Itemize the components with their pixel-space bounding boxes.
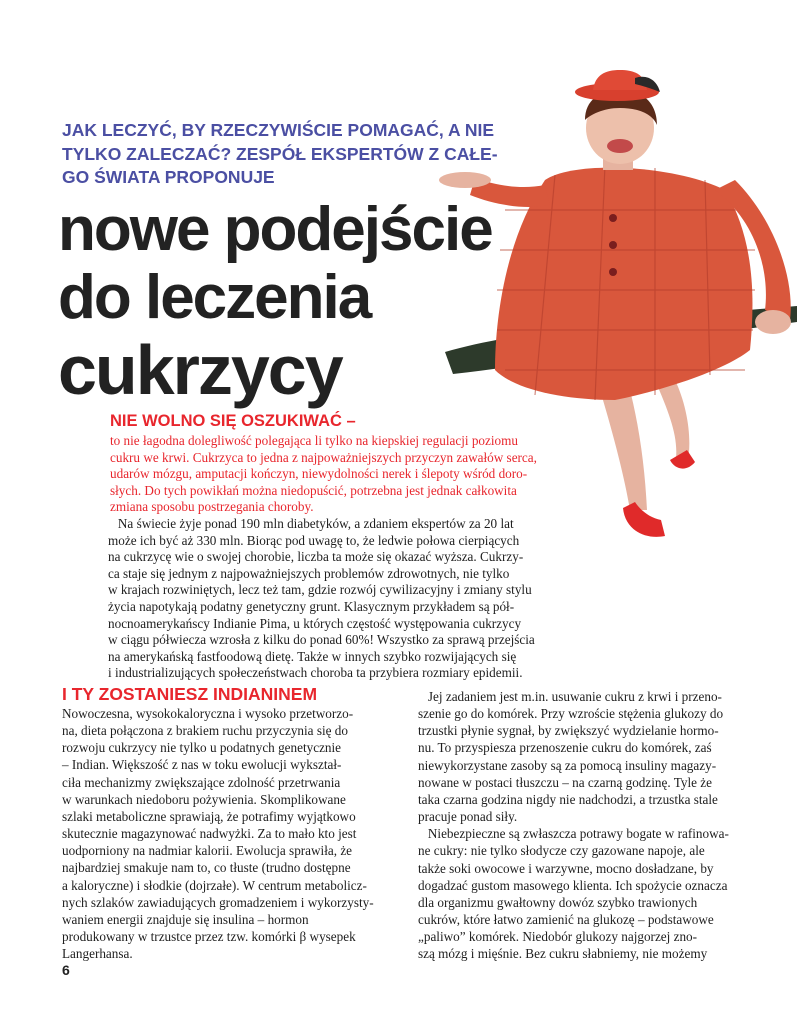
lead-line: zmiana sposobu postrzegania choroby.	[110, 499, 314, 515]
column-line: najbardziej smakuje nam to, co tłuste (trudno dostępne	[62, 860, 351, 876]
column-line: szą mózg i mięśnie. Bez cukru słabniemy, nie możemy	[418, 946, 708, 962]
body-line: Na świecie żyje ponad 190 mln diabetyków, a zdaniem ekspertów za 20 lat	[108, 516, 514, 531]
column-line: a kaloryczne) i słodkie (dojrzałe). W centrum metabolicz-	[62, 877, 367, 893]
column-line: dogadzać gustom masowego klienta. Ich spożycie oznacza	[418, 877, 728, 893]
column-line: nych szlaków zawiadujących gromadzeniem i wykorzysty-	[62, 894, 374, 910]
column-line: Niebezpieczne są zwłaszcza potrawy bogate w rafinowa-	[418, 826, 729, 842]
column-line: dla organizmu gwałtowny dowóz szybko trawionych	[418, 894, 698, 910]
column-line: trzustki płynie sygnał, by zwiększyć wydzielanie hormo-	[418, 723, 719, 739]
column-line: Jej zadaniem jest m.in. usuwanie cukru z krwi i przeno-	[418, 689, 722, 704]
column-line: Langerhansa.	[62, 946, 133, 962]
column-line: szlaki metaboliczne sprawiają, że potrafimy wyjątkowo	[62, 808, 356, 824]
right-column-text	[418, 688, 748, 963]
lead-heading: NIE WOLNO SIĘ OSZUKIWAĆ –	[110, 412, 356, 430]
column-line: produkowany w trzustce przez tzw. komórki β wysepek	[62, 929, 356, 945]
headline-line: do leczenia	[58, 263, 371, 332]
section-heading: I TY ZOSTANIESZ INDIANINEM	[62, 684, 318, 704]
column-line: – Indian. Większość z nas w toku ewolucji wykształ-	[62, 757, 342, 773]
lead-line: udarów mózgu, amputacji kończyn, niewydolności nerek i ślepoty wśród doro-	[110, 466, 528, 482]
headline-line: cukrzycy	[58, 331, 342, 409]
body-line: ca staje się jednym z najpoważniejszych problemów zdrowotnych, nie tylko	[108, 565, 510, 581]
body-line: w ciągu półwiecza wzrosła z kilku do ponad 60%! Wszystko za sprawą przejścia	[108, 632, 535, 648]
body-line: w krajach rozwiniętych, lecz też tam, gdzie rozwój cywilizacyjny i zmiany stylu	[108, 582, 532, 598]
lead-paragraph	[110, 433, 580, 516]
kicker-line: JAK LECZYĆ, BY RZECZYWIŚCIE POMAGAĆ, A NIE	[62, 120, 495, 140]
column-line: w warunkach niedoboru pożywienia. Skomplikowane	[62, 791, 346, 807]
column-line: pracuje ponad siły.	[418, 809, 518, 825]
lead-line: to nie łagodna dolegliwość polegająca li tylko na kiepskiej regulacji poziomu	[110, 433, 518, 448]
column-line: szenie go do komórek. Przy wzroście stężenia glukozy do	[418, 706, 724, 722]
column-line: niewykorzystane zasoby są za pomocą insuliny magazy-	[418, 757, 717, 773]
column-line: nu. To przyspiesza przenoszenie cukru do komórek, zaś	[418, 740, 712, 756]
column-line: „paliwo” komórek. Niedobór glukozy najgorzej zno-	[418, 929, 698, 945]
kicker-line: TYLKO ZALECZAĆ? ZESPÓŁ EKSPERTÓW Z CAŁE-	[62, 143, 498, 164]
article-kicker	[62, 119, 532, 190]
column-line: Nowoczesna, wysokokaloryczna i wysoko przetworzo-	[62, 706, 354, 721]
column-line: waniem energii znajduje się insulina – hormon	[62, 911, 309, 927]
column-line: ciła mechanizmy zwiększające zdolność przetrwania	[62, 774, 341, 790]
column-line: rozwoju cukrzycy nie tylko u podatnych genetycznie	[62, 740, 342, 756]
column-line: na, dieta połączona z brakiem ruchu przyczynia się do	[62, 723, 348, 739]
headline-line: nowe podejście	[58, 195, 492, 264]
column-line: cukrów, które łatwo zamienić na glukozę – podstawowe	[418, 912, 714, 928]
column-line: uodporniony na nadmiar kalorii. Ewolucja sprawiła, że	[62, 843, 353, 859]
column-line: taka czarna godzina nigdy nie nadchodzi, a trzustka stale	[418, 791, 718, 807]
body-line: na cukrzycę wie o swojej chorobie, liczba ta może się okazać wyższa. Cukrzy-	[108, 549, 524, 565]
column-line: skutecznie magazynować nadwyżki. Za to mało kto jest	[62, 826, 357, 842]
article-headline	[58, 196, 528, 408]
body-line: nocnoamerykańscy Indianie Pima, u których częstość występowania cukrzycy	[108, 615, 522, 631]
lead-line: cukru we krwi. Cukrzyca to jedna z najpoważniejszych przyczyn zawałów serca,	[110, 449, 537, 465]
body-line: może ich być aż 330 mln. Biorąc pod uwagę to, że ledwie połowa cierpiących	[108, 532, 520, 548]
page-number: 6	[62, 962, 70, 978]
body-line: na amerykańską fastfoodową dietę. Także w innych szybko rozwijających się	[108, 648, 517, 664]
column-line: także soki owocowe i warzywne, mocno dosładzane, by	[418, 860, 714, 876]
body-line: życia napotykają podatny genetyczny grunt. Klasycznym przykładem są pół-	[108, 598, 515, 614]
left-column-text	[62, 705, 392, 962]
intro-body-paragraph	[108, 516, 578, 682]
column-line: ne cukry: nie tylko słodycze czy gazowane napoje, ale	[418, 843, 705, 859]
kicker-line: GO ŚWIATA PROPONUJE	[62, 167, 275, 187]
lead-line: słych. Do tych powikłań można niedopuścić, potrzebna jest jednak całkowita	[110, 482, 517, 498]
column-line: nowane w postaci tłuszczu – na czarną godzinę. Tyle że	[418, 774, 712, 790]
body-line: i industrializujących społeczeństwach choroba ta przybiera rozmiary epidemii.	[108, 665, 523, 681]
